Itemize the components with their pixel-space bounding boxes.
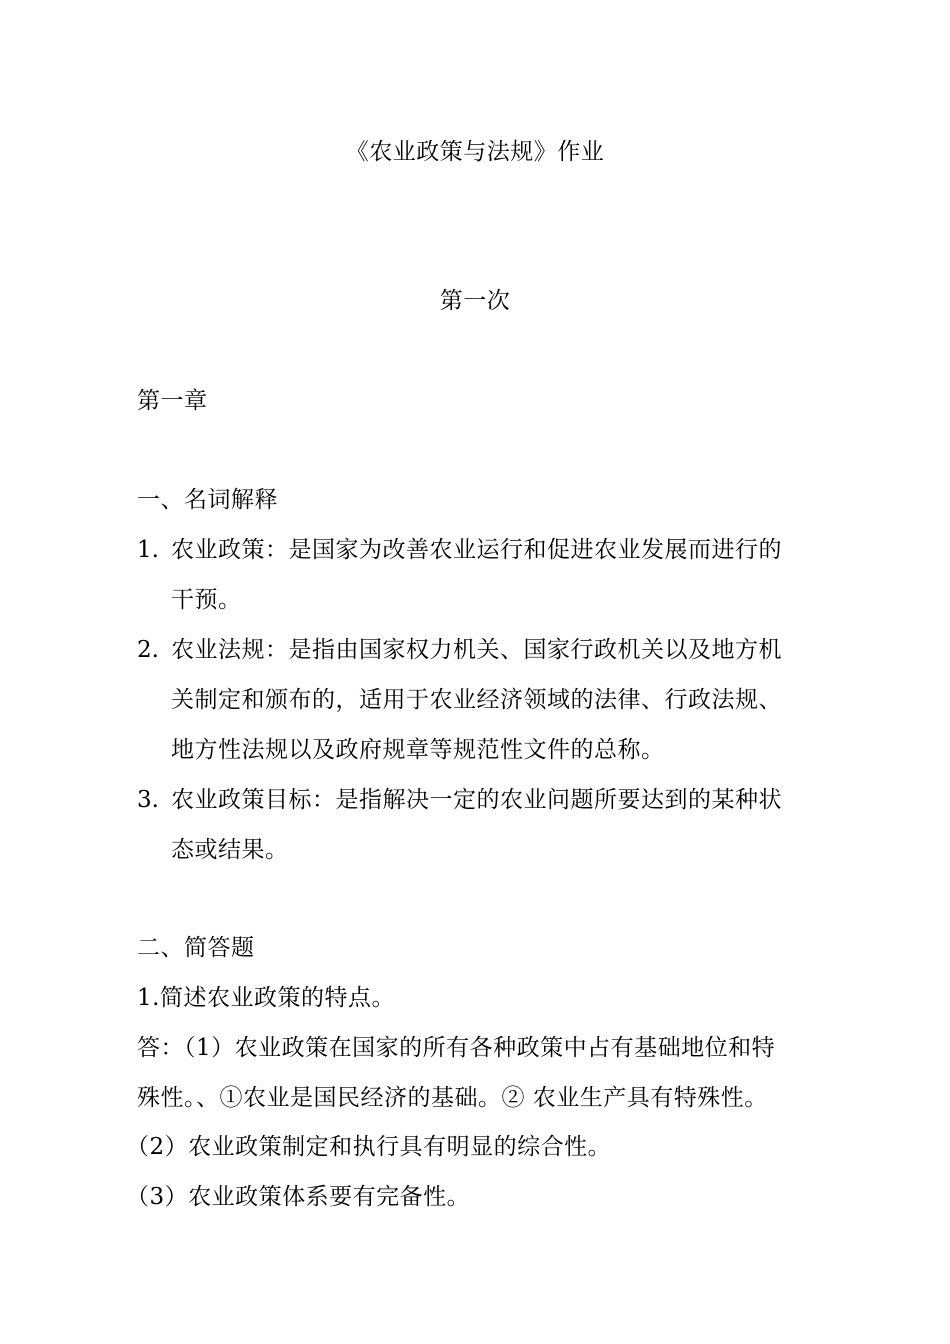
answer-line-2: 殊性。、①农业是国民经济的基础。② 农业生产具有特殊性。 — [137, 1085, 768, 1111]
term-2-line-2: 关制定和颁布的，适用于农业经济领域的法律、行政法规、 — [171, 687, 782, 713]
section-heading-terms: 一、名词解释 — [137, 487, 278, 513]
term-number-2: 2. — [137, 637, 159, 663]
term-3-line-1: 农业政策目标：是指解决一定的农业问题所要达到的某种状 — [171, 787, 782, 813]
answer-line-3: （2）农业政策制定和执行具有明显的综合性。 — [126, 1134, 612, 1160]
term-number-3: 3. — [137, 787, 159, 813]
session-heading: 第一次 — [439, 288, 511, 314]
term-3-line-2: 态或结果。 — [171, 837, 289, 863]
term-number-1: 1. — [137, 537, 159, 563]
term-2-line-1: 农业法规：是指由国家权力机关、国家行政机关以及地方机 — [171, 637, 782, 663]
document-title: 《农业政策与法规》作业 — [345, 139, 605, 165]
term-2-line-3: 地方性法规以及政府规章等规范性文件的总称。 — [171, 737, 665, 763]
term-1-line-2: 干预。 — [171, 587, 242, 613]
chapter-heading: 第一章 — [137, 388, 208, 414]
answer-line-1: 答：（1）农业政策在国家的所有各种政策中占有基础地位和特 — [137, 1035, 776, 1061]
term-1-line-1: 农业政策：是国家为改善农业运行和促进农业发展而进行的 — [171, 537, 782, 563]
answer-line-4: （3）农业政策体系要有完备性。 — [126, 1184, 471, 1210]
section-heading-short-answer: 二、简答题 — [137, 935, 255, 961]
question-1: 1.简述农业政策的特点。 — [137, 985, 395, 1011]
